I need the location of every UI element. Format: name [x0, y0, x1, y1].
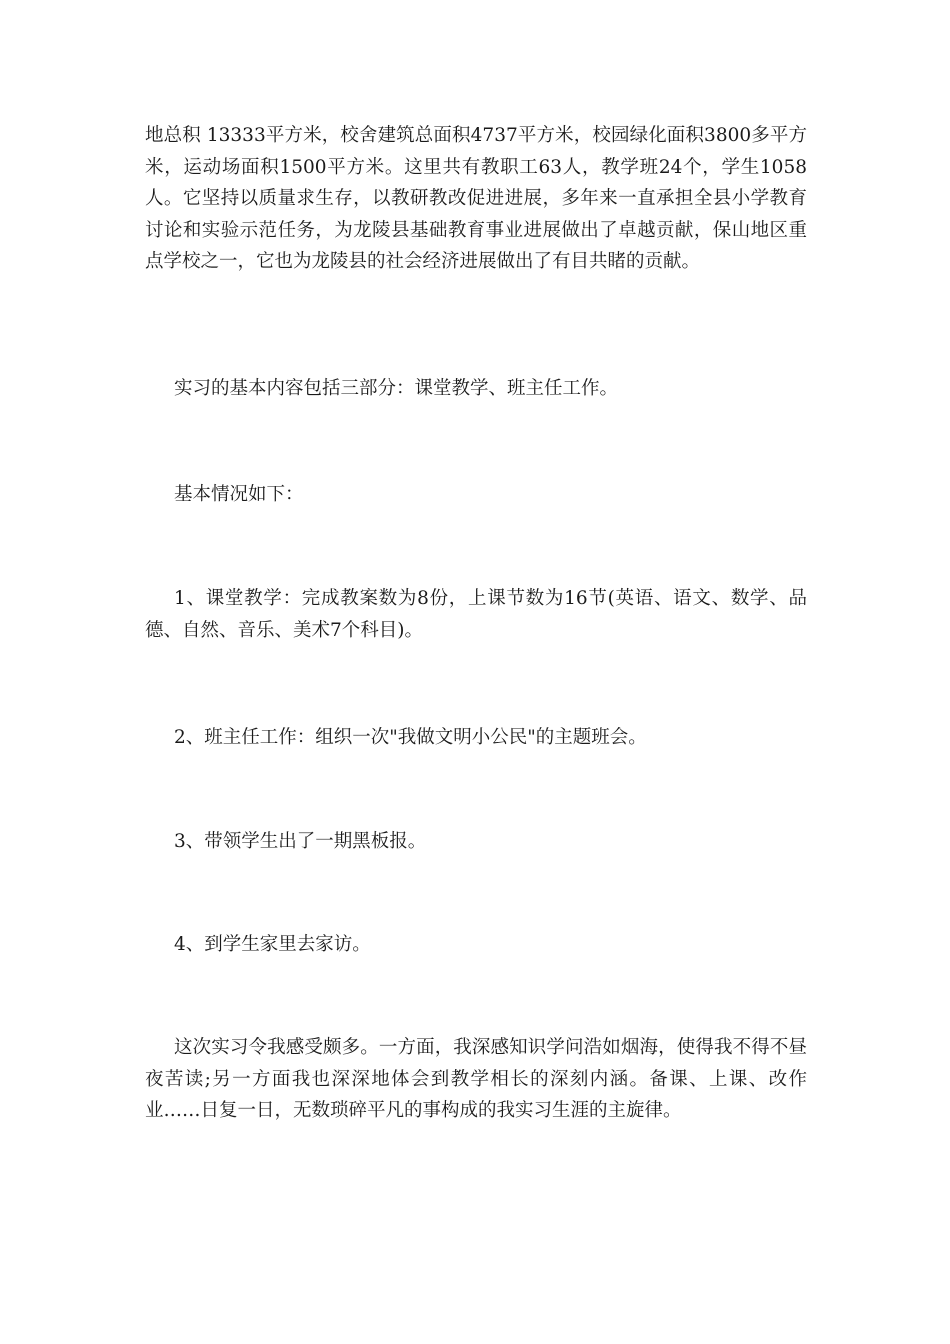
- paragraph-reflection: 这次实习令我感受颇多。一方面，我深感知识学问浩如烟海，使得我不得不昼夜苦读;另一方面我也深深地体会到教学相长的深刻内涵。备课、上课、改作业……日复一日，无数琐碎平凡的事构成的我实习生涯的主旋律。: [145, 1037, 807, 1121]
- paragraph-item-classroom-teaching: 1、课堂教学：完成教案数为8份，上课节数为16节(英语、语文、数学、品德、自然、音乐、美术7个科目)。: [145, 588, 807, 641]
- paragraph-school-overview: 地总积 13333平方米，校舍建筑总面积4737平方米，校园绿化面积3800多平方米，运动场面积1500平方米。这里共有教职工63人，教学班24个，学生1058人。它坚持以质量求生存，以教研教改促进进展，多年来一直承担全县小学教育讨论和实验示范任务，为龙陵县基础教育事业进展做出了卓越贡献，保山地区重点学校之一，它也为龙陵县的社会经济进展做出了有目共睹的贡献。: [145, 125, 807, 272]
- paragraph-item-head-teacher-work: 2、班主任工作：组织一次"我做文明小公民"的主题班会。: [174, 727, 647, 748]
- paragraph-item-home-visit: 4、到学生家里去家访。: [174, 934, 371, 955]
- paragraph-internship-content: 实习的基本内容包括三部分：课堂教学、班主任工作。: [174, 378, 619, 399]
- paragraph-basic-situation: 基本情况如下：: [174, 484, 304, 505]
- paragraph-item-blackboard: 3、带领学生出了一期黑板报。: [174, 831, 427, 852]
